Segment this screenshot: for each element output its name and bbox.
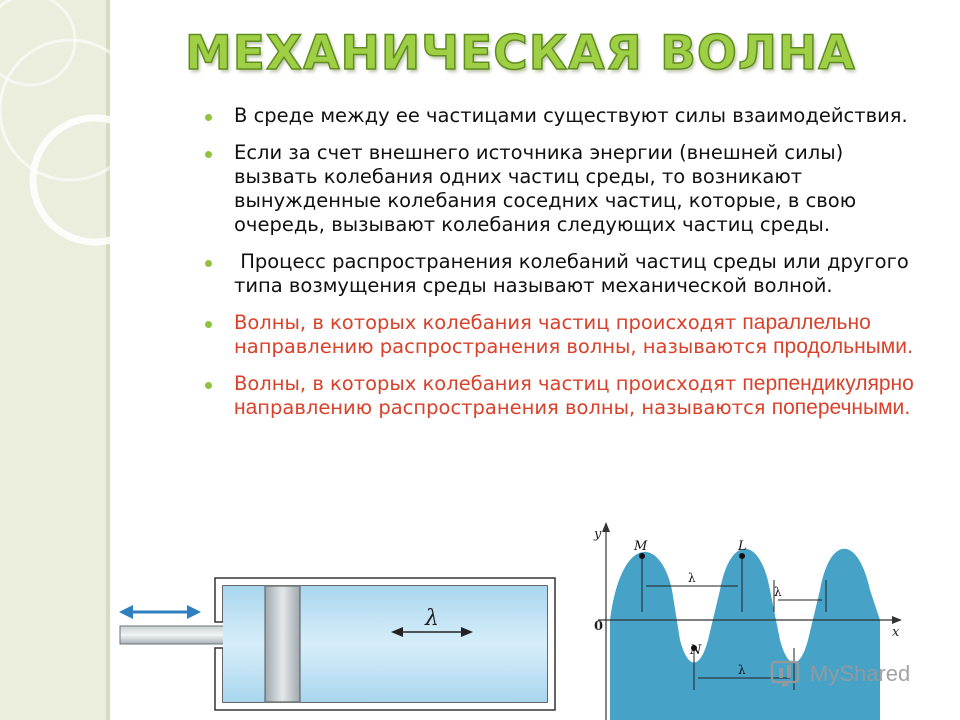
bullet-item-transverse	[205, 372, 925, 420]
piston-head	[265, 586, 300, 702]
bullet-icon	[205, 114, 212, 121]
piston-diagram	[115, 570, 565, 720]
bullet-icon	[205, 382, 212, 389]
bullet-text: В среде между ее частицами существуют силы взаимодействия.	[234, 104, 908, 127]
emphasis-parallel: параллельно	[742, 311, 871, 334]
lambda-label: λ	[774, 585, 782, 599]
bullet-icon	[205, 321, 212, 328]
bullet-icon	[205, 260, 212, 267]
bullet-text-part: направлению распространения волны, называются	[234, 335, 774, 358]
wavelength-label: λ	[425, 606, 439, 631]
bullet-text-part: Волны, в которых колебания частиц происходят	[234, 311, 743, 334]
double-arrow-icon	[119, 605, 201, 619]
bullet-item	[205, 104, 925, 128]
watermark-text: MyShared	[810, 661, 911, 686]
bullet-text: Если за счет внешнего источника энергии (внешней силы) вызвать колебания одних частиц среды, то возникают вынужденные колебания соседних частиц, которые, в свою очередь, вызывают колебания следующих частиц среды.	[234, 141, 857, 236]
origin-label: 0	[594, 619, 604, 634]
watermark	[770, 656, 910, 692]
point-m-label: M	[634, 539, 648, 554]
point-l-label: L	[738, 539, 747, 554]
emphasis-transverse: поперечными	[771, 396, 905, 419]
bullet-text-part: .	[906, 335, 914, 358]
emphasis-longitudinal: продольными	[773, 335, 907, 358]
wave-fill	[610, 549, 880, 720]
bullet-item	[205, 250, 925, 298]
bullet-item	[205, 141, 925, 237]
lambda-label: λ	[688, 571, 696, 585]
watermark-logo-icon	[770, 660, 802, 688]
lambda-label: λ	[738, 663, 746, 677]
point-n-label: N	[690, 643, 702, 658]
y-axis-label: y	[594, 527, 602, 542]
bullet-list	[205, 104, 925, 433]
slide-title: МЕХАНИЧЕСКАЯ ВОЛНА	[185, 26, 856, 81]
bullet-text: Процесс распространения колебаний частиц среды или другого типа возмущения среды называют механической волной.	[234, 250, 915, 297]
emphasis-perpendicular: перпендикулярно на	[234, 372, 914, 419]
bullet-text-part: правлению распространения волны, называются	[257, 396, 772, 419]
bullet-text-part: .	[904, 396, 911, 419]
decorative-circles	[0, 0, 110, 300]
bullet-icon	[205, 151, 212, 158]
bullet-text-part: Волны, в которых колебания частиц происходят	[234, 372, 743, 395]
bullet-item-longitudinal	[205, 311, 925, 359]
x-axis-label: x	[892, 625, 900, 640]
